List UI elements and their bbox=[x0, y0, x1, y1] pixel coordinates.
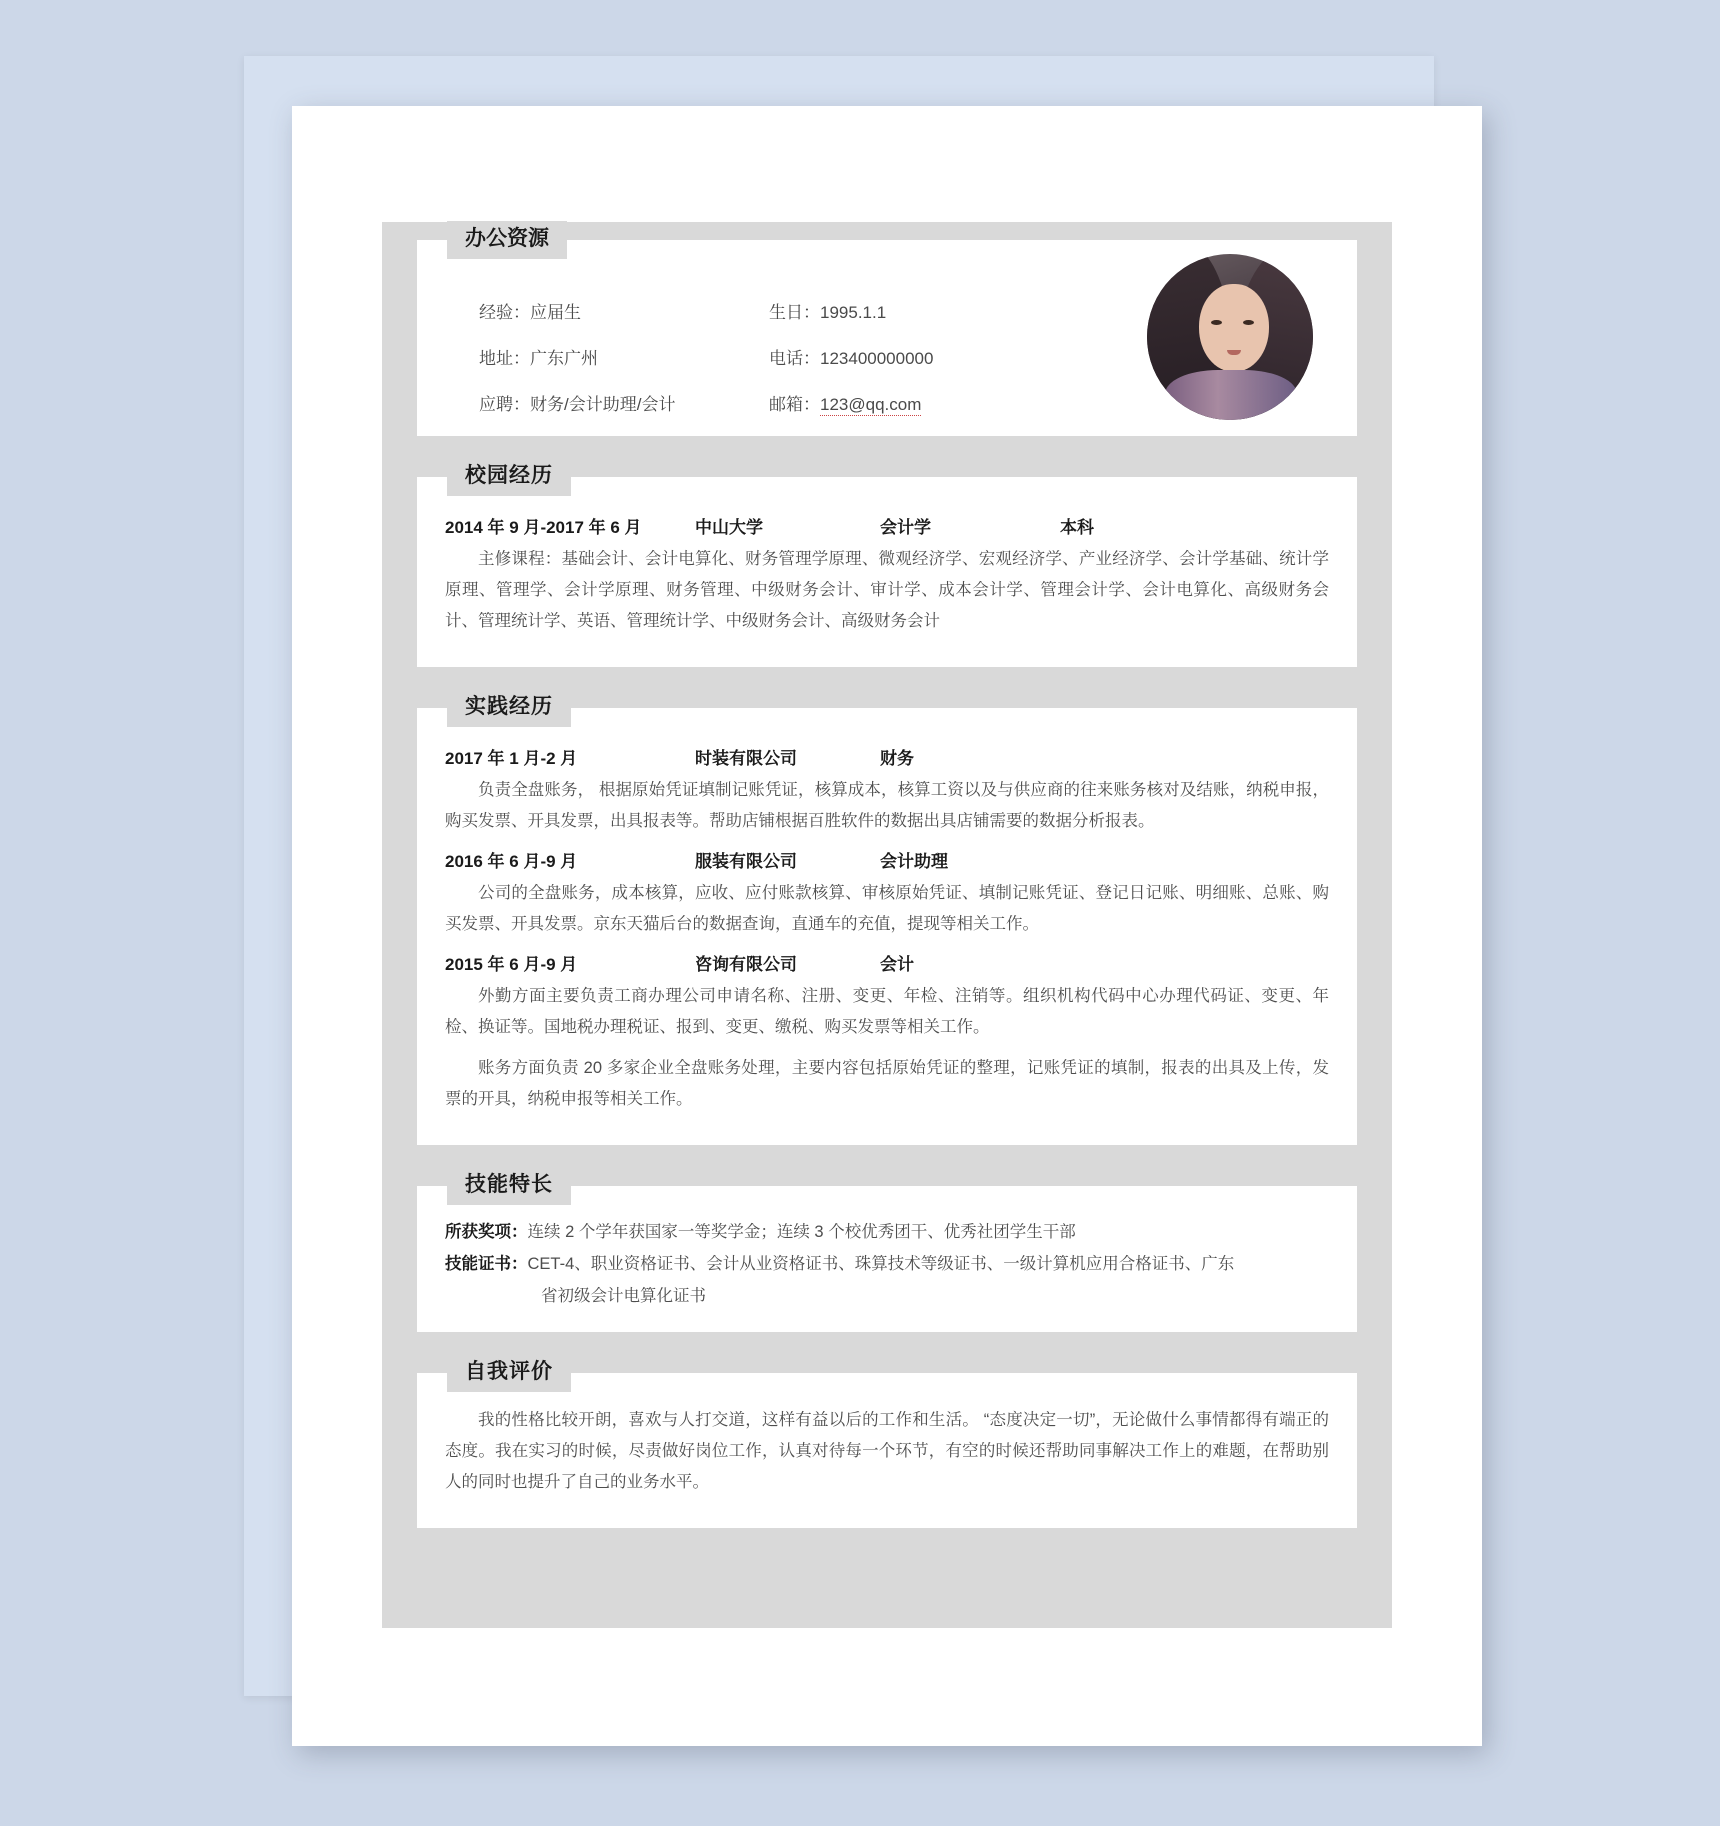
section-title: 技能特长 bbox=[447, 1167, 571, 1205]
skills-body bbox=[417, 1216, 1357, 1332]
brand-tab: 办公资源 bbox=[447, 221, 567, 259]
entry-date: 2017 年 1 月-2 月 bbox=[445, 749, 578, 768]
section-title: 自我评价 bbox=[447, 1354, 571, 1392]
skills-card bbox=[417, 1186, 1357, 1332]
experience-body bbox=[417, 744, 1357, 1145]
entry-paragraph: 外勤方面主要负责工商办理公司申请名称、注册、变更、年检、注销等。组织机构代码中心办理代码证、变更、年检、换证等。国地税办理税证、报到、变更、缴税、购买发票等相关工作。 bbox=[445, 987, 1329, 1036]
info-value: 财务/会计助理/会计 bbox=[530, 395, 676, 414]
entry-headline bbox=[445, 513, 1329, 538]
skill-line-awards bbox=[445, 1216, 1329, 1248]
entry-paragraph: 账务方面负责 20 多家企业全盘账务处理，主要内容包括原始凭证的整理，记账凭证的填制，报表的出具及上传，发票的开具，纳税申报等相关工作。 bbox=[445, 1059, 1329, 1108]
info-label: 经验： bbox=[479, 303, 530, 322]
entry-paragraph: 公司的全盘账务，成本核算，应收、应付账款核算、审核原始凭证、填制记账凭证、登记日记账、明细账、总账、购买发票、开具发票。京东天猫后台的数据查询，直通车的充值，提现等相关工作。 bbox=[445, 884, 1329, 933]
info-cell bbox=[769, 298, 1069, 323]
info-value: 应届生 bbox=[530, 303, 581, 322]
entry-paragraph: 负责全盘账务， 根据原始凭证填制记账凭证，核算成本，核算工资以及与供应商的往来账务核对及结账，纳税申报，购买发票、开具发票，出具报表等。帮助店铺根据百胜软件的数据出具店铺需要的数据分析报表。 bbox=[445, 781, 1329, 830]
skill-value-continued: 省初级会计电算化证书 bbox=[541, 1287, 706, 1305]
entry-date: 2016 年 6 月-9 月 bbox=[445, 852, 578, 871]
skill-label: 技能证书： bbox=[445, 1255, 528, 1273]
spacer bbox=[417, 1145, 1357, 1167]
entry-degree: 本科 bbox=[1060, 518, 1094, 537]
info-label: 邮箱： bbox=[769, 395, 820, 414]
self-evaluation-body bbox=[417, 1405, 1357, 1528]
entry-paragraph: 主修课程：基础会计、会计电算化、财务管理学原理、微观经济学、宏观经济学、产业经济学、会计学基础、统计学原理、管理学、会计学原理、财务管理、中级财务会计、审计学、成本会计学、管理会计学、会计电算化、高级财务会计、管理统计学、英语、管理统计学、中级财务会计、高级财务会计 bbox=[445, 550, 1329, 630]
avatar-eye-right bbox=[1243, 320, 1254, 325]
entry-org: 时装有限公司 bbox=[695, 749, 797, 768]
info-row bbox=[479, 298, 1069, 323]
self-evaluation-card bbox=[417, 1373, 1357, 1528]
info-value: 广东广州 bbox=[530, 349, 598, 368]
entry-headline bbox=[445, 847, 1329, 872]
info-cell bbox=[479, 298, 769, 323]
experience-card bbox=[417, 708, 1357, 1145]
entry-headline bbox=[445, 950, 1329, 975]
basic-info-card bbox=[417, 227, 1357, 436]
skill-line-certificates bbox=[445, 1248, 1329, 1280]
basic-info-grid bbox=[479, 298, 1069, 436]
entry-role: 会计助理 bbox=[880, 852, 948, 871]
skill-label: 所获奖项： bbox=[445, 1223, 528, 1241]
info-label: 生日： bbox=[769, 303, 820, 322]
spacer bbox=[417, 436, 1357, 458]
resume-inner bbox=[417, 227, 1357, 1528]
avatar-body bbox=[1165, 370, 1297, 420]
entry-role: 财务 bbox=[880, 749, 914, 768]
info-label: 应聘： bbox=[479, 395, 530, 414]
info-label: 电话： bbox=[769, 349, 820, 368]
resume-container bbox=[382, 222, 1392, 1628]
entry-headline bbox=[445, 744, 1329, 769]
info-row bbox=[479, 344, 1069, 369]
entry-role: 会计 bbox=[880, 955, 914, 974]
email-value: 123@qq.com bbox=[820, 395, 922, 414]
info-cell bbox=[769, 344, 1069, 369]
skill-value: 连续 2 个学年获国家一等奖学金；连续 3 个校优秀团干、优秀社团学生干部 bbox=[527, 1223, 1076, 1241]
info-value: 1995.1.1 bbox=[820, 303, 887, 322]
info-value: 123400000000 bbox=[820, 349, 934, 368]
section-title: 实践经历 bbox=[447, 689, 571, 727]
section-title: 校园经历 bbox=[447, 458, 571, 496]
avatar-face bbox=[1199, 284, 1269, 372]
entry-org: 咨询有限公司 bbox=[695, 955, 797, 974]
education-body bbox=[417, 513, 1357, 667]
self-evaluation-paragraph: 我的性格比较开朗，喜欢与人打交道，这样有益以后的工作和生活。 “态度决定一切”，无论做什么事情都得有端正的态度。我在实习的时候，尽责做好岗位工作，认真对待每一个环节，有空的时候还帮助同事解决工作上的难题，在帮助别人的同时也提升了自己的业务水平。 bbox=[445, 1411, 1329, 1491]
info-label: 地址： bbox=[479, 349, 530, 368]
entry-role: 会计学 bbox=[880, 518, 931, 537]
avatar bbox=[1147, 254, 1313, 420]
info-cell bbox=[479, 390, 769, 415]
info-cell bbox=[479, 344, 769, 369]
skill-value: CET-4、职业资格证书、会计从业资格证书、珠算技术等级证书、一级计算机应用合格证书、广东 bbox=[527, 1255, 1235, 1273]
education-card bbox=[417, 477, 1357, 667]
entry-org: 服装有限公司 bbox=[695, 852, 797, 871]
entry-org: 中山大学 bbox=[695, 518, 763, 537]
spacer bbox=[417, 1332, 1357, 1354]
entry-date: 2015 年 6 月-9 月 bbox=[445, 955, 578, 974]
entry-date: 2014 年 9 月-2017 年 6 月 bbox=[445, 518, 642, 537]
info-row bbox=[479, 390, 1069, 415]
info-cell bbox=[769, 390, 1069, 415]
spacer bbox=[417, 667, 1357, 689]
avatar-eye-left bbox=[1211, 320, 1222, 325]
